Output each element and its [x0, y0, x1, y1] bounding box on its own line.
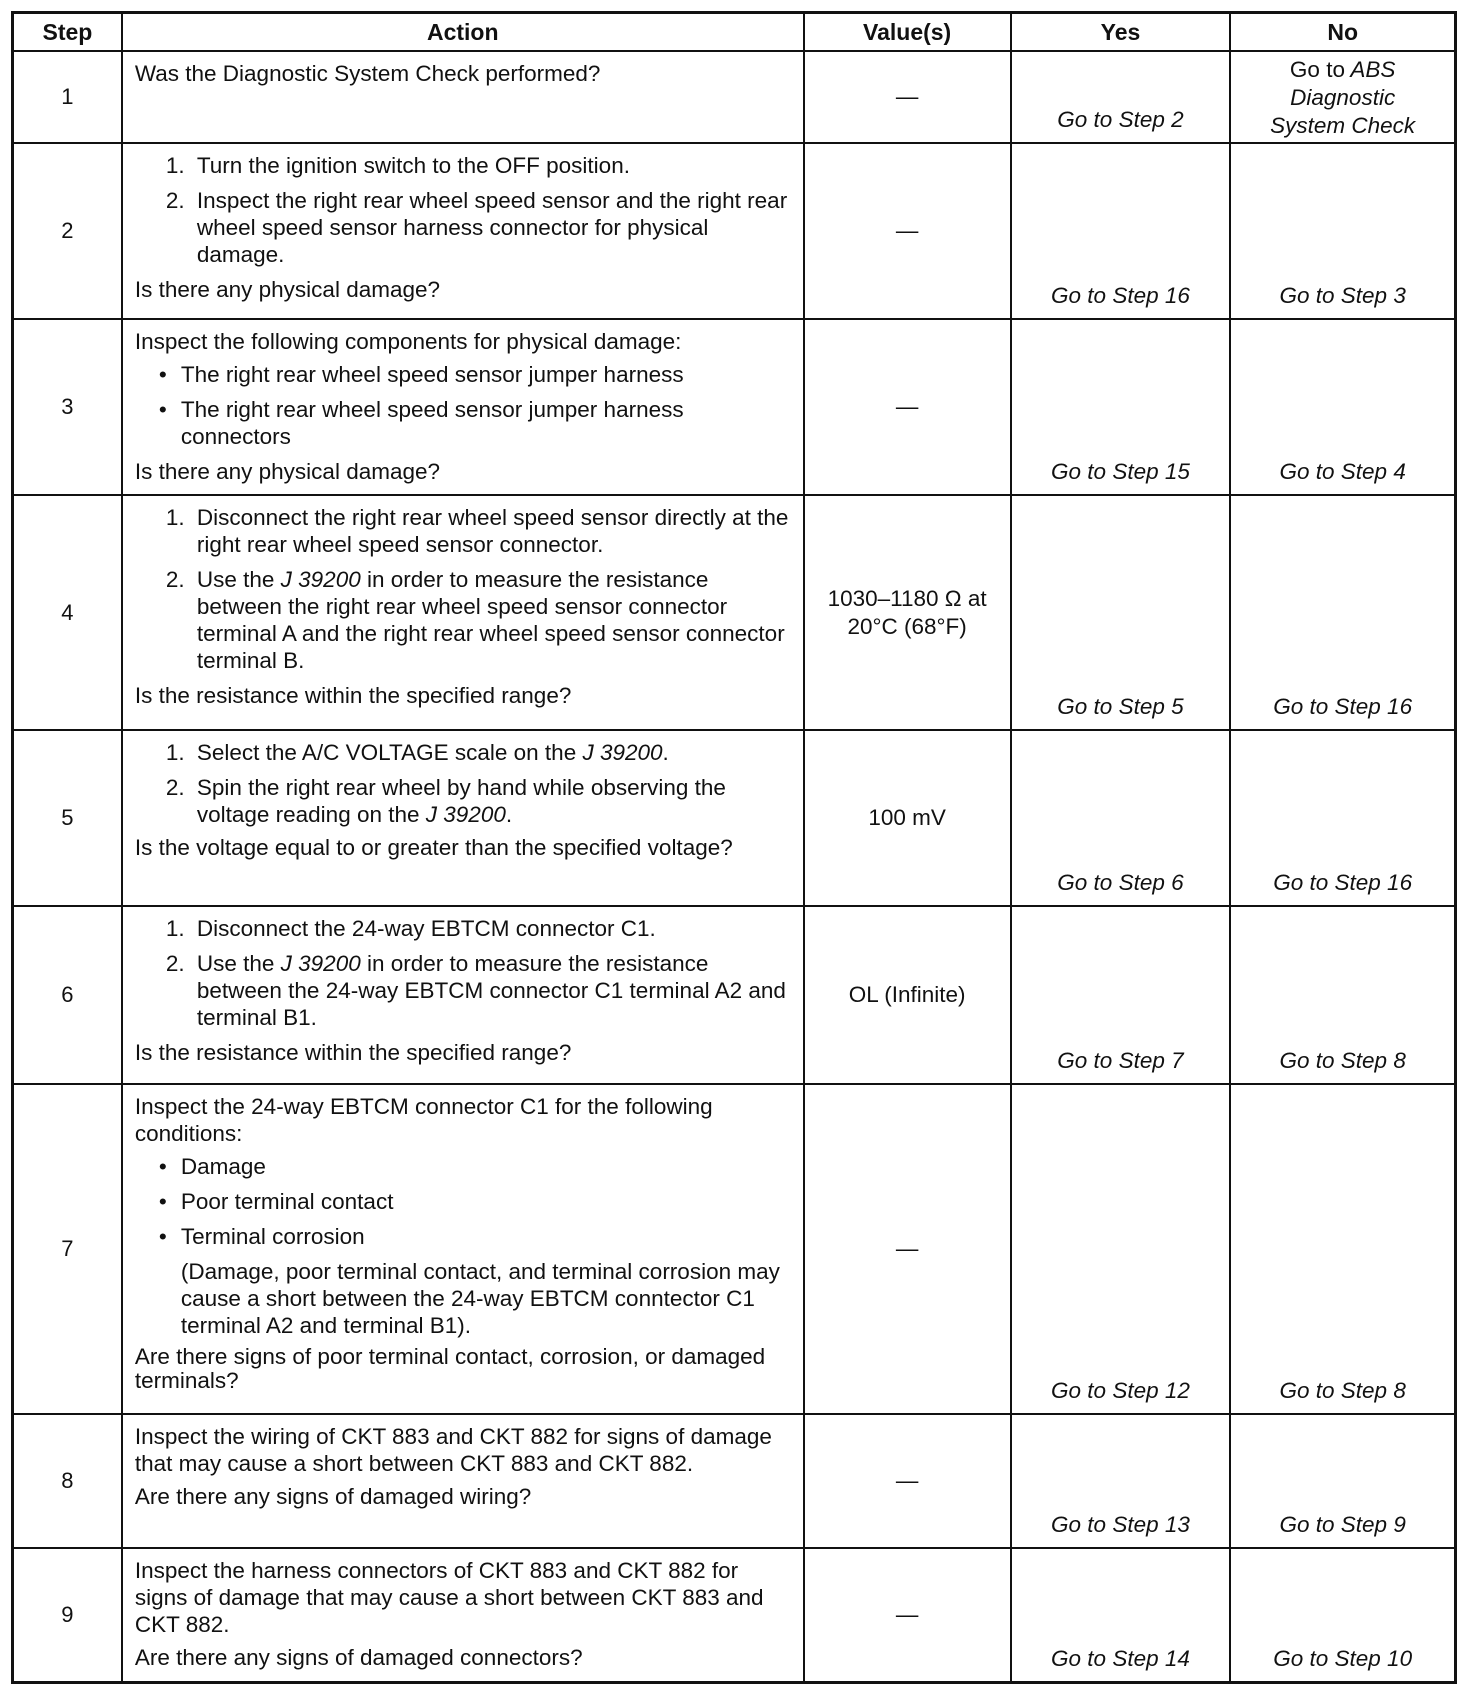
yes-cell: Go to Step 16 — [1011, 143, 1231, 319]
yes-cell: Go to Step 2 — [1011, 51, 1231, 143]
action-step — [191, 950, 793, 1031]
header-action: Action — [122, 13, 804, 52]
table-row — [13, 730, 1456, 906]
table-row — [13, 1084, 1456, 1414]
step-number: 3 — [13, 319, 122, 495]
value-cell: — — [804, 1414, 1011, 1548]
tool-name: J 39200 — [582, 740, 663, 765]
text-span: Use the — [196, 567, 275, 592]
yes-cell: Go to Step 7 — [1011, 906, 1231, 1084]
header-yes: Yes — [1011, 13, 1231, 52]
action-text: Inspect the following components for physical damage: — [134, 329, 682, 354]
text-span: . — [505, 802, 513, 827]
no-cell: Go to Step 8 — [1230, 906, 1455, 1084]
tool-name: J 39200 — [280, 951, 361, 976]
text-span: Select the A/C VOLTAGE scale on the — [196, 740, 577, 765]
action-step: 2. Inspect the right rear wheel speed sensor and the right rear wheel speed sensor harness connector for physical damage. — [191, 187, 793, 268]
action-text: Inspect the wiring of CKT 883 and CKT 882 for signs of damage that may cause a short between CKT 883 and CKT 882. — [134, 1424, 772, 1476]
action-cell — [122, 906, 804, 1084]
table-row — [13, 1548, 1456, 1682]
step-number: 6 — [13, 906, 122, 1084]
no-cell: Go to Step 16 — [1230, 730, 1455, 906]
no-cell: Go to Step 16 — [1230, 495, 1455, 730]
no-cell: Go to Step 4 — [1230, 319, 1455, 495]
action-text: Was the Diagnostic System Check performed? — [134, 61, 601, 86]
bullet-item: • The right rear wheel speed sensor jumper harness — [181, 361, 793, 388]
bullet-item: • The right rear wheel speed sensor jumper harness connectors — [181, 396, 793, 450]
step-number: 8 — [13, 1414, 122, 1548]
step-number: 5 — [13, 730, 122, 906]
table-row — [13, 51, 1456, 143]
tool-name: J 39200 — [425, 802, 506, 827]
step-number: 2 — [13, 143, 122, 319]
yes-cell: Go to Step 5 — [1011, 495, 1231, 730]
diagnostic-table — [11, 11, 1457, 1684]
action-question: Is the resistance within the specified range? — [134, 683, 572, 708]
action-steps — [135, 739, 793, 828]
header-row — [13, 13, 1456, 52]
step-number: 9 — [13, 1548, 122, 1682]
action-question: Is there any physical damage? — [134, 459, 441, 484]
action-question: Is the resistance within the specified range? — [134, 1040, 572, 1065]
text-span: Spin the right rear wheel by hand while observing the voltage reading on the — [196, 775, 726, 827]
value-cell: — — [804, 1084, 1011, 1414]
action-step: 1. Turn the ignition switch to the OFF position. — [191, 152, 793, 179]
tool-name: J 39200 — [280, 567, 361, 592]
no-cell: Go to Step 8 — [1230, 1084, 1455, 1414]
action-step — [191, 566, 793, 674]
action-bullets — [135, 1153, 793, 1250]
text-span: Use the — [196, 951, 275, 976]
action-step: 1. Disconnect the 24-way EBTCM connector C1. — [191, 915, 793, 942]
action-cell — [122, 319, 804, 495]
action-question: Are there any signs of damaged connectors? — [134, 1645, 583, 1670]
value-cell: 100 mV — [804, 730, 1011, 906]
action-text: Inspect the harness connectors of CKT 883 and CKT 882 for signs of damage that may cause a short between CKT 883 and CKT 882. — [134, 1558, 764, 1637]
text-span: in order to measure the resistance between the 24-way EBTCM connector C1 terminal A2 and terminal B1. — [196, 951, 786, 1030]
no-italic-1: ABS — [1350, 57, 1396, 82]
action-steps — [135, 504, 793, 674]
value-cell — [804, 495, 1011, 730]
header-step: Step — [13, 13, 122, 52]
action-question: Is there any physical damage? — [134, 277, 441, 302]
step-number: 4 — [13, 495, 122, 730]
table-row — [13, 319, 1456, 495]
yes-cell: Go to Step 12 — [1011, 1084, 1231, 1414]
no-italic-2: Diagnostic — [1290, 85, 1396, 110]
action-text: Inspect the 24-way EBTCM connector C1 for the following conditions: — [134, 1094, 713, 1146]
action-steps — [135, 915, 793, 1031]
action-cell — [122, 1548, 804, 1682]
text-span: in order to measure the resistance between the right rear wheel speed sensor connector terminal A and the right rear wheel speed sensor connector terminal B. — [196, 567, 785, 673]
action-step — [191, 774, 793, 828]
action-cell — [122, 143, 804, 319]
table-row — [13, 1414, 1456, 1548]
text-span: . — [662, 740, 669, 765]
no-cell: Go to Step 3 — [1230, 143, 1455, 319]
table-row — [13, 495, 1456, 730]
header-no: No — [1230, 13, 1455, 52]
action-question: Is the voltage equal to or greater than the specified voltage? — [134, 835, 733, 860]
table-row — [13, 143, 1456, 319]
no-italic-3: System Check — [1270, 113, 1416, 138]
value-cell: — — [804, 1548, 1011, 1682]
header-value: Value(s) — [804, 13, 1011, 52]
action-steps — [135, 152, 793, 268]
step-number: 1 — [13, 51, 122, 143]
yes-cell: Go to Step 14 — [1011, 1548, 1231, 1682]
action-cell — [122, 730, 804, 906]
value-cell: — — [804, 319, 1011, 495]
no-cell: Go to Step 9 — [1230, 1414, 1455, 1548]
action-bullets — [135, 361, 793, 450]
no-prefix: Go to — [1289, 57, 1345, 82]
yes-cell: Go to Step 15 — [1011, 319, 1231, 495]
value-line: 1030–1180 Ω at — [827, 585, 987, 611]
action-cell — [122, 51, 804, 143]
no-cell — [1230, 51, 1455, 143]
action-cell — [122, 1414, 804, 1548]
action-cell — [122, 495, 804, 730]
action-question: Are there signs of poor terminal contact, corrosion, or damaged terminals? — [134, 1344, 766, 1393]
yes-cell: Go to Step 6 — [1011, 730, 1231, 906]
yes-cell: Go to Step 13 — [1011, 1414, 1231, 1548]
action-note: (Damage, poor terminal contact, and terminal corrosion may cause a short between the 24-way EBTCM conntector C1 terminal A2 and terminal B1). — [180, 1259, 780, 1338]
bullet-item: • Terminal corrosion — [181, 1223, 793, 1250]
action-step: 1. Disconnect the right rear wheel speed sensor directly at the right rear wheel speed sensor connector. — [191, 504, 793, 558]
value-cell: — — [804, 51, 1011, 143]
action-step — [191, 739, 793, 766]
table-row — [13, 906, 1456, 1084]
value-cell: — — [804, 143, 1011, 319]
value-cell: OL (Infinite) — [804, 906, 1011, 1084]
value-line: 20°C (68°F) — [847, 613, 967, 639]
action-cell — [122, 1084, 804, 1414]
bullet-item: • Damage — [181, 1153, 793, 1180]
step-number: 7 — [13, 1084, 122, 1414]
action-question: Are there any signs of damaged wiring? — [134, 1484, 532, 1509]
bullet-item: • Poor terminal contact — [181, 1188, 793, 1215]
no-cell: Go to Step 10 — [1230, 1548, 1455, 1682]
